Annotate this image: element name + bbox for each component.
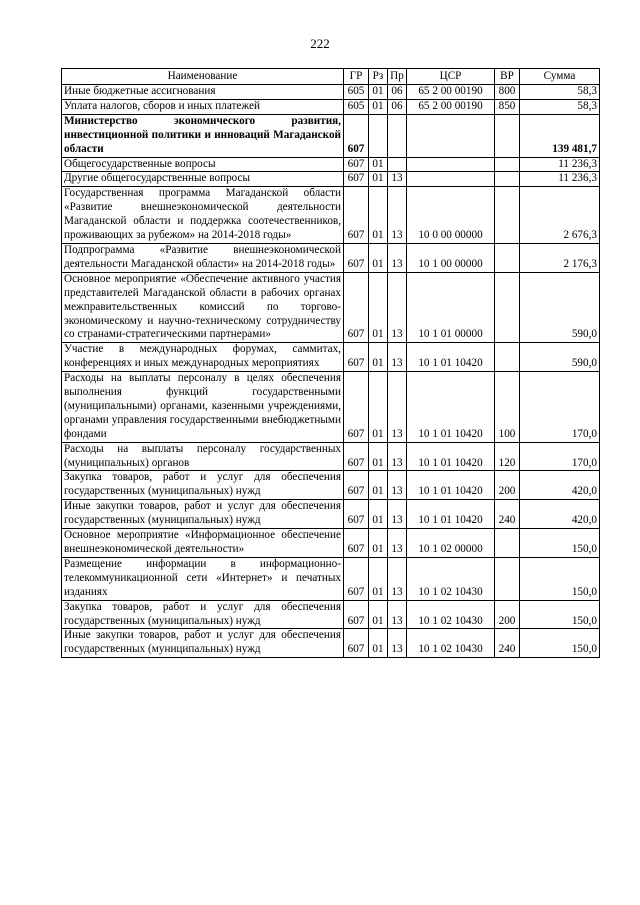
- cell-name: Участие в международных форумах, саммитах, конференциях и иных международных мероприятиях: [62, 343, 344, 372]
- cell-rz: 01: [369, 243, 388, 272]
- cell-gr: 607: [344, 187, 369, 244]
- cell-pr: [388, 114, 407, 157]
- cell-name: Министерство экономического развития, инвестиционной политики и инноваций Магаданской области: [62, 114, 344, 157]
- cell-gr: 607: [344, 629, 369, 658]
- cell-csr: 10 1 02 00000: [407, 529, 495, 558]
- cell-pr: 13: [388, 500, 407, 529]
- column-header-csr: ЦСР: [407, 69, 495, 85]
- table-row: [62, 243, 600, 272]
- cell-sum: 2 676,3: [520, 187, 600, 244]
- cell-csr: 10 1 02 10430: [407, 557, 495, 600]
- cell-rz: 01: [369, 343, 388, 372]
- cell-csr: 65 2 00 00190: [407, 99, 495, 114]
- cell-gr: 607: [344, 557, 369, 600]
- cell-sum: 150,0: [520, 557, 600, 600]
- cell-vr: 200: [495, 600, 520, 629]
- cell-gr: 607: [344, 272, 369, 343]
- cell-vr: 240: [495, 500, 520, 529]
- cell-pr: 13: [388, 529, 407, 558]
- cell-name: Подпрограмма «Развитие внешнеэкономической деятельности Магаданской области» на 2014-2018 годы»: [62, 243, 344, 272]
- cell-pr: 06: [388, 85, 407, 100]
- cell-csr: 10 1 02 10430: [407, 600, 495, 629]
- table-row: [62, 114, 600, 157]
- cell-gr: 607: [344, 529, 369, 558]
- column-header-pr: Пр: [388, 69, 407, 85]
- cell-sum: 170,0: [520, 372, 600, 443]
- table-row: [62, 172, 600, 187]
- cell-sum: 590,0: [520, 272, 600, 343]
- cell-csr: 10 1 01 10420: [407, 442, 495, 471]
- cell-vr: [495, 157, 520, 172]
- cell-rz: 01: [369, 500, 388, 529]
- cell-pr: 13: [388, 372, 407, 443]
- cell-csr: 10 1 01 00000: [407, 272, 495, 343]
- cell-csr: [407, 157, 495, 172]
- cell-name: Иные закупки товаров, работ и услуг для обеспечения государственных (муниципальных) нужд: [62, 500, 344, 529]
- cell-name: Закупка товаров, работ и услуг для обеспечения государственных (муниципальных) нужд: [62, 471, 344, 500]
- cell-rz: 01: [369, 272, 388, 343]
- cell-vr: 120: [495, 442, 520, 471]
- cell-sum: 2 176,3: [520, 243, 600, 272]
- table-row: [62, 471, 600, 500]
- cell-sum: 139 481,7: [520, 114, 600, 157]
- cell-name: Другие общегосударственные вопросы: [62, 172, 344, 187]
- cell-gr: 607: [344, 600, 369, 629]
- cell-pr: 13: [388, 172, 407, 187]
- cell-rz: 01: [369, 99, 388, 114]
- cell-rz: 01: [369, 157, 388, 172]
- table-header-row: [62, 69, 600, 85]
- cell-name: Основное мероприятие «Обеспечение активного участия представителей Магаданской области в рабочих органах межправительственных комиссий по торгово-экономическому и научно-техническому сотрудничеству со странами-стратегическими партнерами»: [62, 272, 344, 343]
- cell-csr: [407, 114, 495, 157]
- table-row: [62, 529, 600, 558]
- cell-pr: 13: [388, 442, 407, 471]
- cell-vr: [495, 187, 520, 244]
- cell-rz: 01: [369, 557, 388, 600]
- cell-vr: [495, 243, 520, 272]
- cell-gr: 607: [344, 172, 369, 187]
- cell-gr: 607: [344, 500, 369, 529]
- cell-rz: 01: [369, 471, 388, 500]
- column-header-name: Наименование: [62, 69, 344, 85]
- cell-rz: 01: [369, 85, 388, 100]
- cell-csr: [407, 172, 495, 187]
- cell-vr: [495, 172, 520, 187]
- cell-csr: 10 0 00 00000: [407, 187, 495, 244]
- cell-name: Уплата налогов, сборов и иных платежей: [62, 99, 344, 114]
- cell-gr: 607: [344, 442, 369, 471]
- cell-pr: 13: [388, 629, 407, 658]
- cell-csr: 10 1 01 10420: [407, 343, 495, 372]
- cell-sum: 420,0: [520, 500, 600, 529]
- cell-rz: 01: [369, 172, 388, 187]
- cell-csr: 10 1 02 10430: [407, 629, 495, 658]
- cell-name: Закупка товаров, работ и услуг для обеспечения государственных (муниципальных) нужд: [62, 600, 344, 629]
- cell-vr: 200: [495, 471, 520, 500]
- cell-name: Размещение информации в информационно-телекоммуникационной сети «Интернет» и печатных изданиях: [62, 557, 344, 600]
- table-row: [62, 99, 600, 114]
- cell-vr: 100: [495, 372, 520, 443]
- cell-vr: [495, 272, 520, 343]
- budget-table: [61, 68, 600, 658]
- cell-pr: 13: [388, 243, 407, 272]
- cell-sum: 11 236,3: [520, 157, 600, 172]
- cell-pr: [388, 157, 407, 172]
- cell-name: Государственная программа Магаданской области «Развитие внешнеэкономической деятельности Магаданской области и поддержка соотечественников, проживающих за рубежом» на 2014-2018 годы»: [62, 187, 344, 244]
- cell-name: Иные закупки товаров, работ и услуг для обеспечения государственных (муниципальных) нужд: [62, 629, 344, 658]
- cell-gr: 607: [344, 157, 369, 172]
- table-row: [62, 557, 600, 600]
- cell-name: Иные бюджетные ассигнования: [62, 85, 344, 100]
- cell-gr: 607: [344, 372, 369, 443]
- cell-pr: 13: [388, 343, 407, 372]
- cell-vr: 240: [495, 629, 520, 658]
- column-header-gr: ГР: [344, 69, 369, 85]
- cell-rz: 01: [369, 600, 388, 629]
- cell-sum: 58,3: [520, 85, 600, 100]
- cell-vr: 800: [495, 85, 520, 100]
- cell-rz: [369, 114, 388, 157]
- column-header-rz: Рз: [369, 69, 388, 85]
- cell-sum: 11 236,3: [520, 172, 600, 187]
- cell-name: Расходы на выплаты персоналу в целях обеспечения выполнения функций государственными (муниципальными) органами, казенными учреждениями, органами управления государственными внебюджетными фондами: [62, 372, 344, 443]
- cell-rz: 01: [369, 442, 388, 471]
- cell-pr: 13: [388, 187, 407, 244]
- cell-gr: 607: [344, 343, 369, 372]
- table-row: [62, 187, 600, 244]
- cell-pr: 13: [388, 471, 407, 500]
- cell-sum: 58,3: [520, 99, 600, 114]
- cell-rz: 01: [369, 629, 388, 658]
- table-row: [62, 600, 600, 629]
- table-row: [62, 442, 600, 471]
- cell-vr: [495, 529, 520, 558]
- cell-csr: 10 1 01 10420: [407, 500, 495, 529]
- table-row: [62, 629, 600, 658]
- cell-vr: [495, 114, 520, 157]
- cell-pr: 06: [388, 99, 407, 114]
- cell-csr: 10 1 01 10420: [407, 372, 495, 443]
- table-row: [62, 343, 600, 372]
- cell-name: Общегосударственные вопросы: [62, 157, 344, 172]
- cell-csr: 65 2 00 00190: [407, 85, 495, 100]
- cell-csr: 10 1 00 00000: [407, 243, 495, 272]
- cell-pr: 13: [388, 557, 407, 600]
- table-row: [62, 157, 600, 172]
- cell-name: Расходы на выплаты персоналу государственных (муниципальных) органов: [62, 442, 344, 471]
- column-header-vr: ВР: [495, 69, 520, 85]
- cell-pr: 13: [388, 600, 407, 629]
- cell-sum: 150,0: [520, 600, 600, 629]
- cell-sum: 150,0: [520, 529, 600, 558]
- cell-vr: [495, 343, 520, 372]
- column-header-sum: Сумма: [520, 69, 600, 85]
- cell-sum: 150,0: [520, 629, 600, 658]
- page-number: 222: [310, 36, 330, 51]
- table-row: [62, 500, 600, 529]
- cell-gr: 607: [344, 243, 369, 272]
- cell-sum: 590,0: [520, 343, 600, 372]
- table-body: [62, 85, 600, 658]
- cell-gr: 605: [344, 85, 369, 100]
- cell-gr: 607: [344, 114, 369, 157]
- cell-pr: 13: [388, 272, 407, 343]
- cell-name: Основное мероприятие «Информационное обеспечение внешнеэкономической деятельности»: [62, 529, 344, 558]
- cell-rz: 01: [369, 187, 388, 244]
- cell-csr: 10 1 01 10420: [407, 471, 495, 500]
- cell-sum: 170,0: [520, 442, 600, 471]
- cell-sum: 420,0: [520, 471, 600, 500]
- cell-vr: 850: [495, 99, 520, 114]
- table-row: [62, 85, 600, 100]
- table-row: [62, 272, 600, 343]
- cell-gr: 605: [344, 99, 369, 114]
- cell-vr: [495, 557, 520, 600]
- cell-gr: 607: [344, 471, 369, 500]
- cell-rz: 01: [369, 372, 388, 443]
- table-row: [62, 372, 600, 443]
- cell-rz: 01: [369, 529, 388, 558]
